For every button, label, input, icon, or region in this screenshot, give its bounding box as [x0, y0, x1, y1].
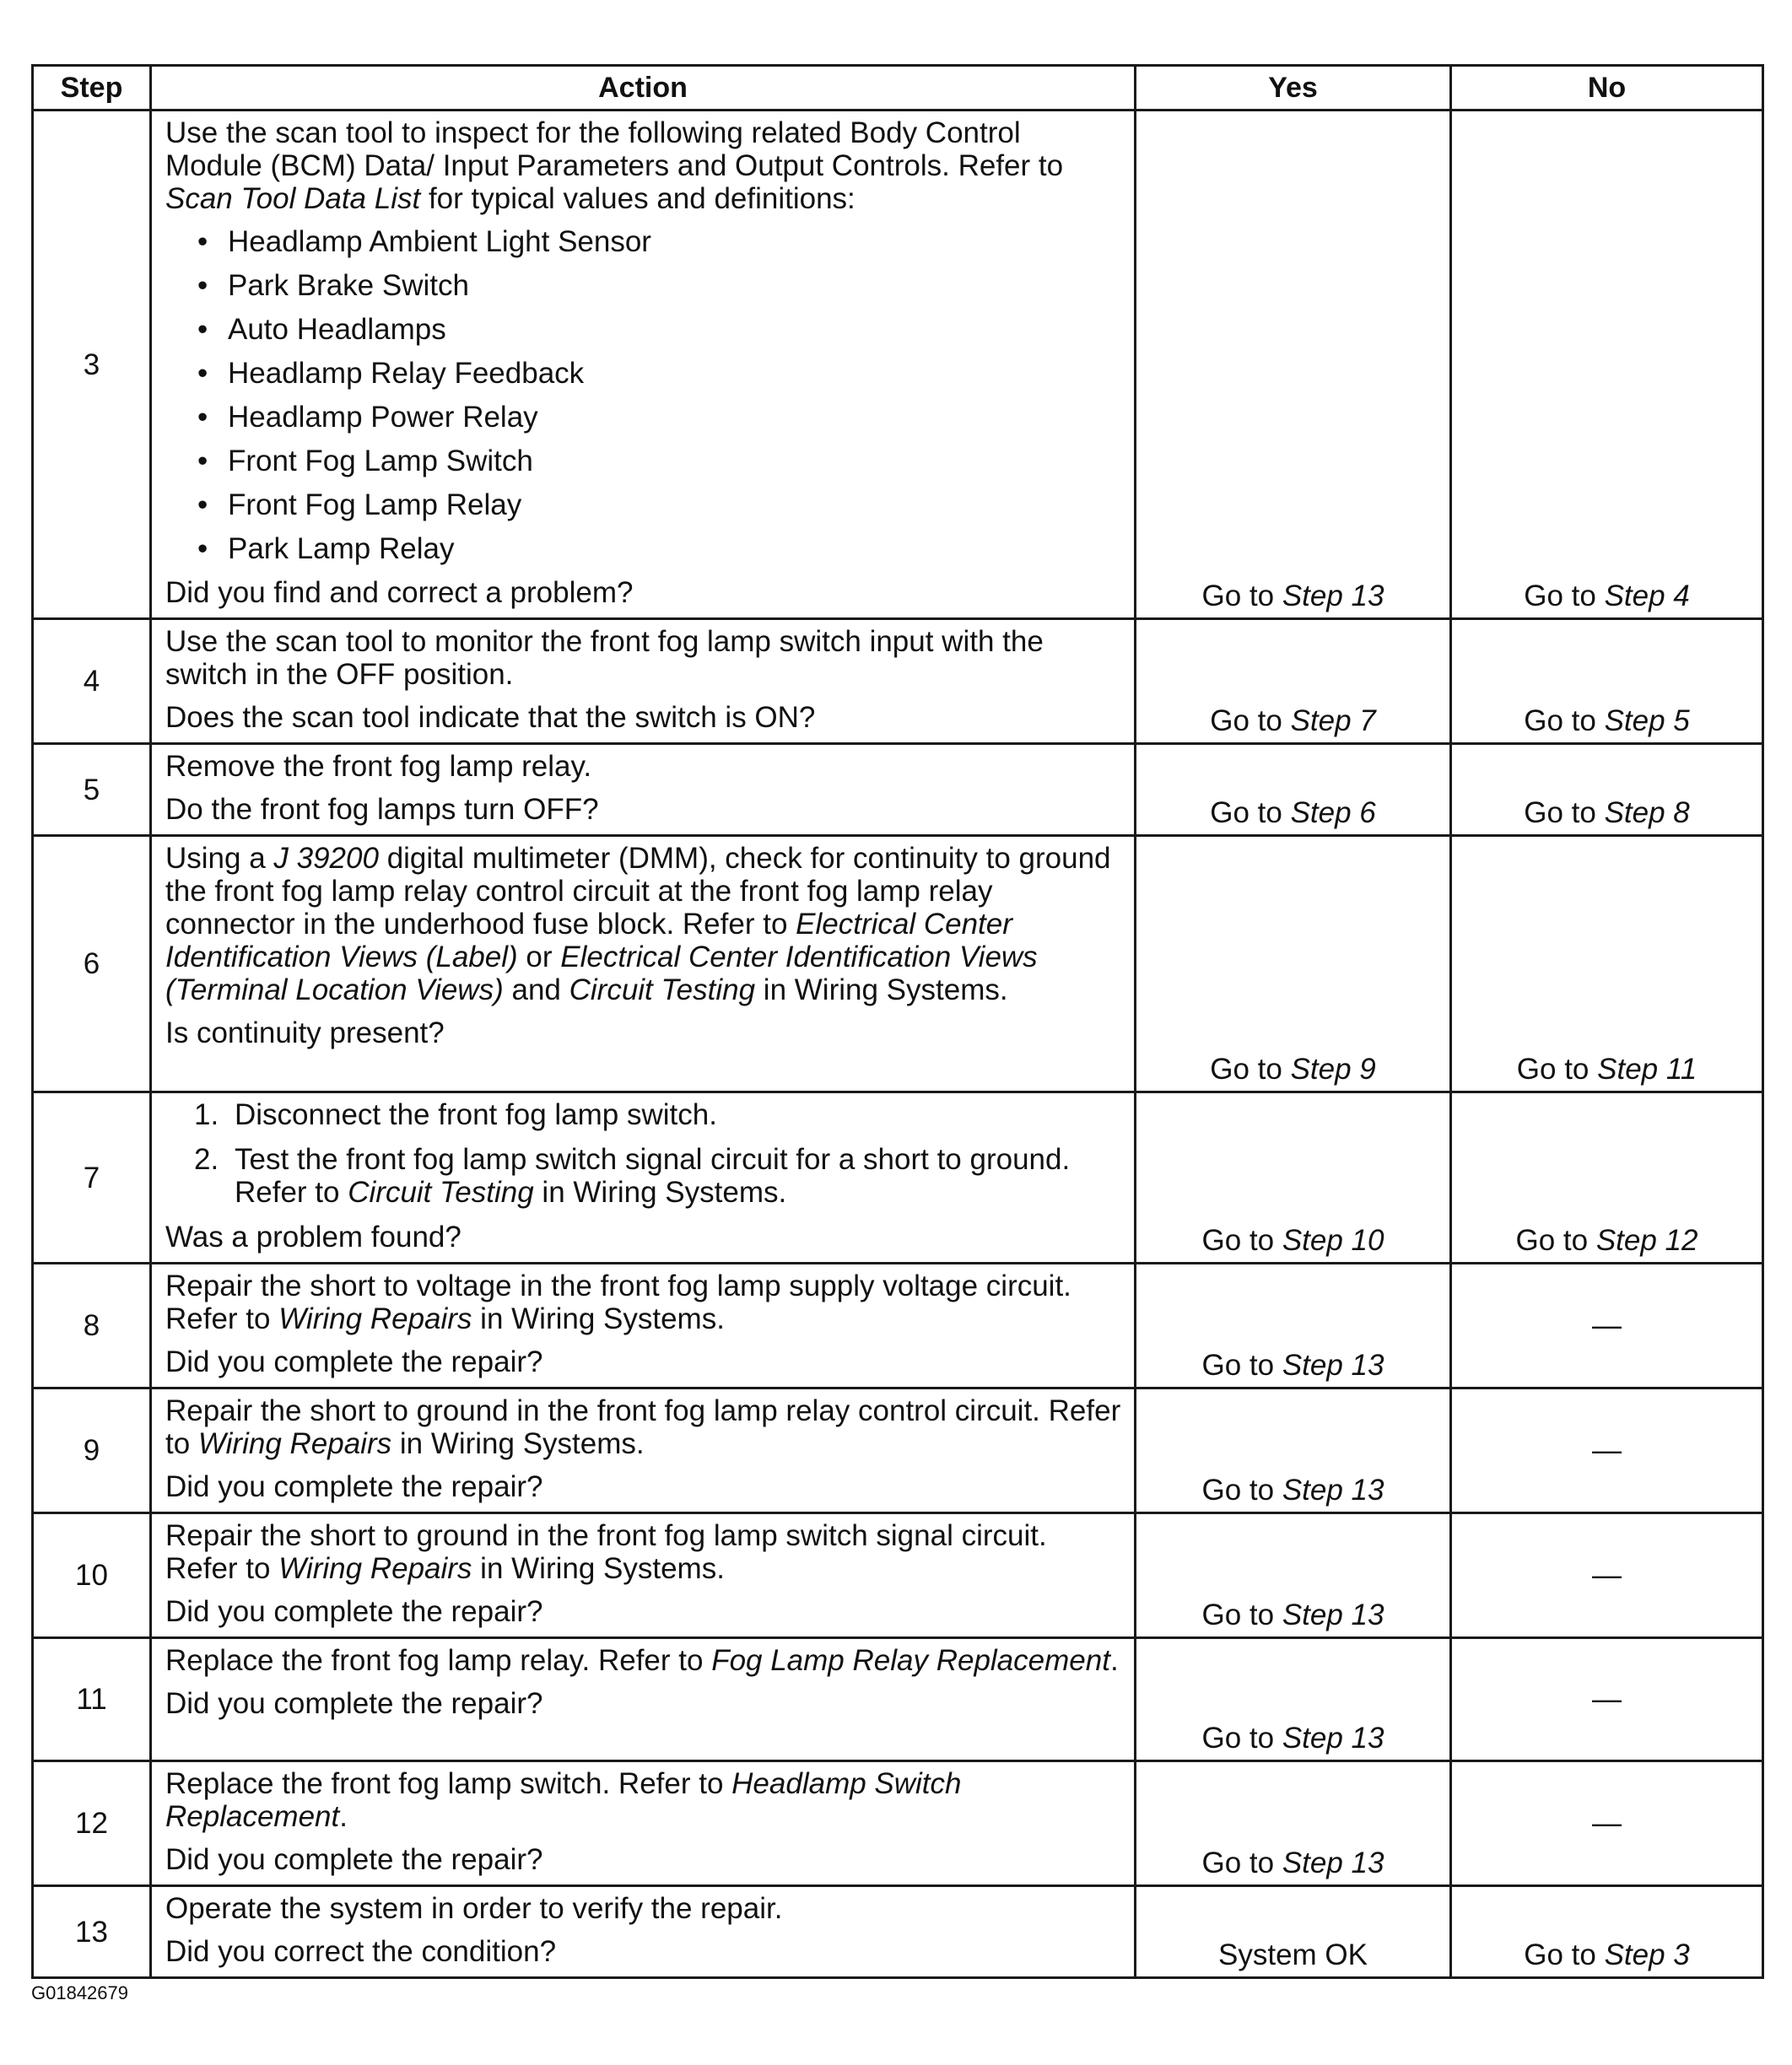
text-run: Go to	[1201, 1722, 1282, 1755]
figure-id: G01842679	[31, 1982, 128, 2003]
question-text: Did you complete the repair?	[165, 1843, 543, 1876]
step-number: 3	[33, 111, 151, 619]
action-text: Use the scan tool to monitor the front fog lamp switch input with the switch in the OFF position.	[165, 625, 1044, 691]
text-run: Test the front fog lamp switch signal circuit for a short to ground. Refer to	[235, 1143, 1071, 1209]
step-number: 12	[33, 1761, 151, 1886]
list-item	[194, 1143, 1122, 1209]
table-row	[33, 1761, 1763, 1886]
yes-cell	[1136, 1092, 1451, 1264]
text-run: Go to	[1210, 704, 1291, 737]
text-run: Using a	[165, 842, 274, 875]
table-header	[33, 66, 1763, 111]
action-cell	[151, 111, 1136, 619]
no-cell	[1451, 744, 1763, 836]
table-row	[33, 1513, 1763, 1638]
reference-link: Electrical Center Identification Views (Terminal Location Views)	[165, 941, 1038, 1006]
yes-cell	[1136, 1761, 1451, 1886]
reference-link: Circuit Testing	[569, 973, 756, 1006]
text-run: Go to	[1201, 1599, 1282, 1631]
text-run: Repair the short to ground in the front fog lamp relay control circuit. Refer to	[165, 1394, 1121, 1460]
step-reference: Step 10	[1282, 1224, 1384, 1257]
text-run: for typical values and definitions:	[420, 182, 856, 215]
text-run: Go to	[1524, 1938, 1605, 1971]
table-row	[33, 1886, 1763, 1978]
action-text	[165, 1767, 1122, 1833]
question-text: Do the front fog lamps turn OFF?	[165, 793, 599, 826]
step-reference: Step 6	[1290, 796, 1376, 829]
action-cell	[151, 1761, 1136, 1886]
list-item	[194, 1098, 1122, 1131]
text-run: in Wiring Systems.	[755, 973, 1008, 1006]
question-text: Is continuity present?	[165, 1016, 445, 1049]
text-run: Go to	[1524, 580, 1605, 612]
header-yes: Yes	[1136, 66, 1451, 111]
reference-link: Wiring Repairs	[197, 1427, 392, 1460]
no-cell	[1451, 1886, 1763, 1978]
text-run: in Wiring Systems.	[472, 1552, 725, 1585]
text-run: in Wiring Systems.	[391, 1427, 645, 1460]
no-cell	[1451, 836, 1763, 1092]
list-item: • Front Fog Lamp Relay	[197, 488, 1122, 521]
text-run: Go to	[1210, 1053, 1291, 1086]
text-run: Repair the short to voltage in the front fog lamp supply voltage circuit. Refer to	[165, 1270, 1071, 1335]
yes-cell	[1136, 744, 1451, 836]
table-row	[33, 836, 1763, 1092]
question-text: Did you complete the repair?	[165, 1345, 543, 1378]
text-run: in Wiring Systems.	[533, 1176, 787, 1209]
step-number: 10	[33, 1513, 151, 1638]
no-cell: —	[1451, 1513, 1763, 1638]
step-reference: Step 13	[1282, 1349, 1384, 1382]
list-item: • Headlamp Power Relay	[197, 401, 1122, 434]
yes-cell	[1136, 836, 1451, 1092]
step-reference: Step 13	[1282, 1722, 1384, 1755]
list-item: • Auto Headlamps	[197, 313, 1122, 346]
diagnostic-table	[31, 64, 1764, 1979]
text-run: and	[503, 973, 569, 1006]
yes-cell	[1136, 619, 1451, 744]
table-row	[33, 1638, 1763, 1761]
header-action: Action	[151, 66, 1136, 111]
text-run: .	[1109, 1644, 1119, 1677]
step-number: 9	[33, 1388, 151, 1513]
no-cell: —	[1451, 1264, 1763, 1388]
text-run: Go to	[1201, 580, 1282, 612]
step-reference: Step 13	[1282, 1599, 1384, 1631]
table-row	[33, 1092, 1763, 1264]
yes-cell	[1136, 111, 1451, 619]
action-cell	[151, 619, 1136, 744]
action-cell	[151, 1388, 1136, 1513]
list-item: • Front Fog Lamp Switch	[197, 445, 1122, 477]
no-cell	[1451, 111, 1763, 619]
text-run: Go to	[1210, 796, 1291, 829]
table-row	[33, 619, 1763, 744]
list-item: • Headlamp Ambient Light Sensor	[197, 225, 1122, 258]
question-text: Was a problem found?	[165, 1221, 461, 1254]
step-reference: Step 4	[1604, 580, 1690, 612]
reference-link: Headlamp Switch Replacement	[165, 1767, 962, 1833]
step-reference: Step 7	[1290, 704, 1376, 737]
action-text: Remove the front fog lamp relay.	[165, 750, 592, 783]
list-item: • Park Lamp Relay	[197, 532, 1122, 565]
item-number: 2.	[194, 1143, 219, 1176]
question-text: Does the scan tool indicate that the switch is ON?	[165, 701, 816, 734]
text-run: Go to	[1524, 796, 1605, 829]
step-reference: Step 13	[1282, 1847, 1384, 1879]
yes-cell	[1136, 1513, 1451, 1638]
action-cell	[151, 836, 1136, 1092]
table-body	[33, 111, 1763, 1978]
text-run: Go to	[1515, 1224, 1596, 1257]
text-run: Go to	[1516, 1053, 1598, 1086]
no-cell: —	[1451, 1388, 1763, 1513]
text-run: Go to	[1201, 1847, 1282, 1879]
no-cell	[1451, 619, 1763, 744]
table-row	[33, 744, 1763, 836]
reference-link: Scan Tool Data List	[165, 182, 421, 215]
yes-cell	[1136, 1638, 1451, 1761]
yes-cell: System OK	[1136, 1886, 1451, 1978]
text-run: digital multimeter (DMM), check for continuity to ground the front fog lamp relay control circuit at the front fog lamp relay connector in the underhood fuse block. Refer to	[165, 842, 1111, 941]
table-row	[33, 111, 1763, 619]
reference-link: Circuit Testing	[348, 1176, 534, 1209]
reference-link: Wiring Repairs	[278, 1552, 472, 1585]
action-text	[165, 1644, 1122, 1677]
action-cell	[151, 744, 1136, 836]
step-reference: Step 12	[1595, 1224, 1698, 1257]
step-reference: Step 8	[1604, 796, 1690, 829]
question-text: Did you correct the condition?	[165, 1935, 557, 1968]
reference-link: Fog Lamp Relay Replacement	[711, 1644, 1110, 1677]
text-run: Replace the front fog lamp relay. Refer to	[165, 1644, 712, 1677]
step-reference: Step 13	[1282, 580, 1384, 612]
list-item: • Headlamp Relay Feedback	[197, 357, 1122, 390]
step-number: 4	[33, 619, 151, 744]
question-text: Did you complete the repair?	[165, 1470, 543, 1503]
step-reference: Step 13	[1282, 1474, 1384, 1507]
step-number: 11	[33, 1638, 151, 1761]
list-item: • Park Brake Switch	[197, 269, 1122, 302]
text-run: Go to	[1201, 1224, 1282, 1257]
bullet-list	[165, 225, 1122, 565]
step-number: 5	[33, 744, 151, 836]
text-run: .	[339, 1800, 348, 1833]
text-run: or	[517, 941, 561, 973]
action-text	[165, 1519, 1122, 1585]
action-cell	[151, 1264, 1136, 1388]
no-cell: —	[1451, 1638, 1763, 1761]
step-reference: Step 11	[1597, 1053, 1698, 1086]
step-number: 6	[33, 836, 151, 1092]
item-number: 1.	[194, 1098, 219, 1131]
text-run: Go to	[1524, 704, 1605, 737]
step-reference: Step 9	[1290, 1053, 1376, 1086]
numbered-list	[165, 1098, 1122, 1209]
text-run: Go to	[1201, 1474, 1282, 1507]
text-run: Repair the short to ground in the front fog lamp switch signal circuit. Refer to	[165, 1519, 1047, 1585]
action-text: Operate the system in order to verify the repair.	[165, 1892, 783, 1925]
tool-reference: J 39200	[273, 842, 379, 875]
action-cell	[151, 1092, 1136, 1264]
question-text: Did you find and correct a problem?	[165, 576, 634, 609]
action-text	[165, 116, 1122, 215]
reference-link: Wiring Repairs	[278, 1302, 472, 1335]
step-number: 7	[33, 1092, 151, 1264]
header-no: No	[1451, 66, 1763, 111]
step-reference: Step 5	[1604, 704, 1690, 737]
question-text: Did you complete the repair?	[165, 1687, 543, 1720]
text-run: Go to	[1201, 1349, 1282, 1382]
action-text	[165, 1394, 1122, 1460]
table-row	[33, 1264, 1763, 1388]
reference-link: Electrical Center Identification Views (Label)	[165, 908, 1012, 973]
yes-cell	[1136, 1264, 1451, 1388]
text-run: Disconnect the front fog lamp switch.	[235, 1098, 717, 1131]
text-run: in Wiring Systems.	[472, 1302, 725, 1335]
action-text	[165, 842, 1122, 1006]
table-row	[33, 1388, 1763, 1513]
no-cell	[1451, 1092, 1763, 1264]
step-number: 8	[33, 1264, 151, 1388]
text-run: Replace the front fog lamp switch. Refer to	[165, 1767, 732, 1800]
header-step: Step	[33, 66, 151, 111]
no-cell: —	[1451, 1761, 1763, 1886]
action-cell	[151, 1638, 1136, 1761]
text-run: Use the scan tool to inspect for the following related Body Control Module (BCM) Data/ Input Parameters and Output Controls. Refer to	[165, 116, 1064, 182]
question-text: Did you complete the repair?	[165, 1595, 543, 1628]
step-number: 13	[33, 1886, 151, 1978]
action-text	[165, 1270, 1122, 1335]
action-cell	[151, 1886, 1136, 1978]
step-reference: Step 3	[1604, 1938, 1690, 1971]
yes-cell	[1136, 1388, 1451, 1513]
header-row	[33, 66, 1763, 111]
action-cell	[151, 1513, 1136, 1638]
